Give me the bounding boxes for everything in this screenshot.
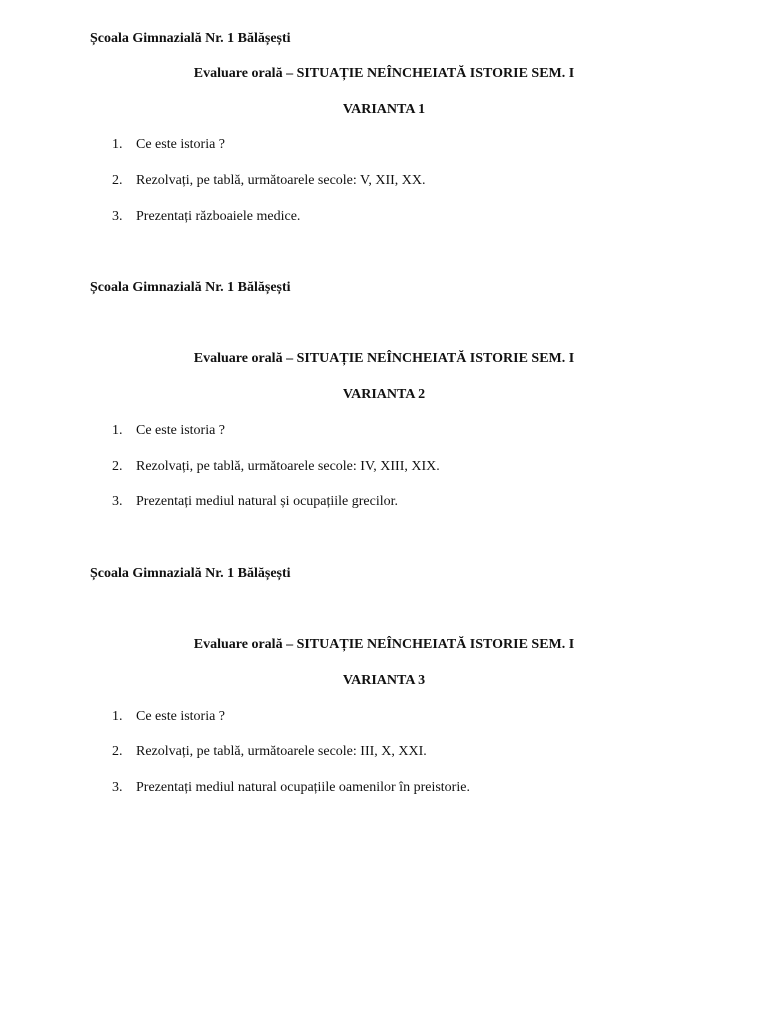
question-number: 3. [112,780,123,795]
question-text: Rezolvați, pe tablă, următoarele secole: III, X, XXI. [136,744,427,759]
question-text: Rezolvați, pe tablă, următoarele secole: IV, XIII, XIX. [136,459,440,474]
school-name: Școala Gimnazială Nr. 1 Bălășești [90,280,291,295]
question-number: 1. [112,137,123,152]
question-number: 3. [112,494,123,509]
variant-heading: VARIANTA 3 [342,673,426,688]
question-text: Prezentați mediul natural ocupațiile oamenilor în preistorie. [136,780,470,795]
question-number: 1. [112,709,123,724]
question-number: 2. [112,459,123,474]
question-text: Prezentați războaiele medice. [136,209,301,224]
question-number: 3. [112,209,123,224]
school-name: Școala Gimnazială Nr. 1 Bălășești [90,566,291,581]
evaluation-title: Evaluare orală – SITUAȚIE NEÎNCHEIATĂ ISTORIE SEM. I [193,637,575,652]
evaluation-title: Evaluare orală – SITUAȚIE NEÎNCHEIATĂ ISTORIE SEM. I [193,66,575,81]
question-number: 2. [112,173,123,188]
evaluation-title: Evaluare orală – SITUAȚIE NEÎNCHEIATĂ ISTORIE SEM. I [193,351,575,366]
variant-heading: VARIANTA 2 [342,387,426,402]
question-text: Ce este istoria ? [136,137,226,152]
question-text: Ce este istoria ? [136,423,226,438]
question-text: Prezentați mediul natural și ocupațiile grecilor. [136,494,399,509]
question-text: Rezolvați, pe tablă, următoarele secole: V, XII, XX. [136,173,426,188]
question-text: Ce este istoria ? [136,709,226,724]
school-name: Școala Gimnazială Nr. 1 Bălășești [90,31,291,46]
question-number: 2. [112,744,123,759]
variant-heading: VARIANTA 1 [342,102,426,117]
question-number: 1. [112,423,123,438]
